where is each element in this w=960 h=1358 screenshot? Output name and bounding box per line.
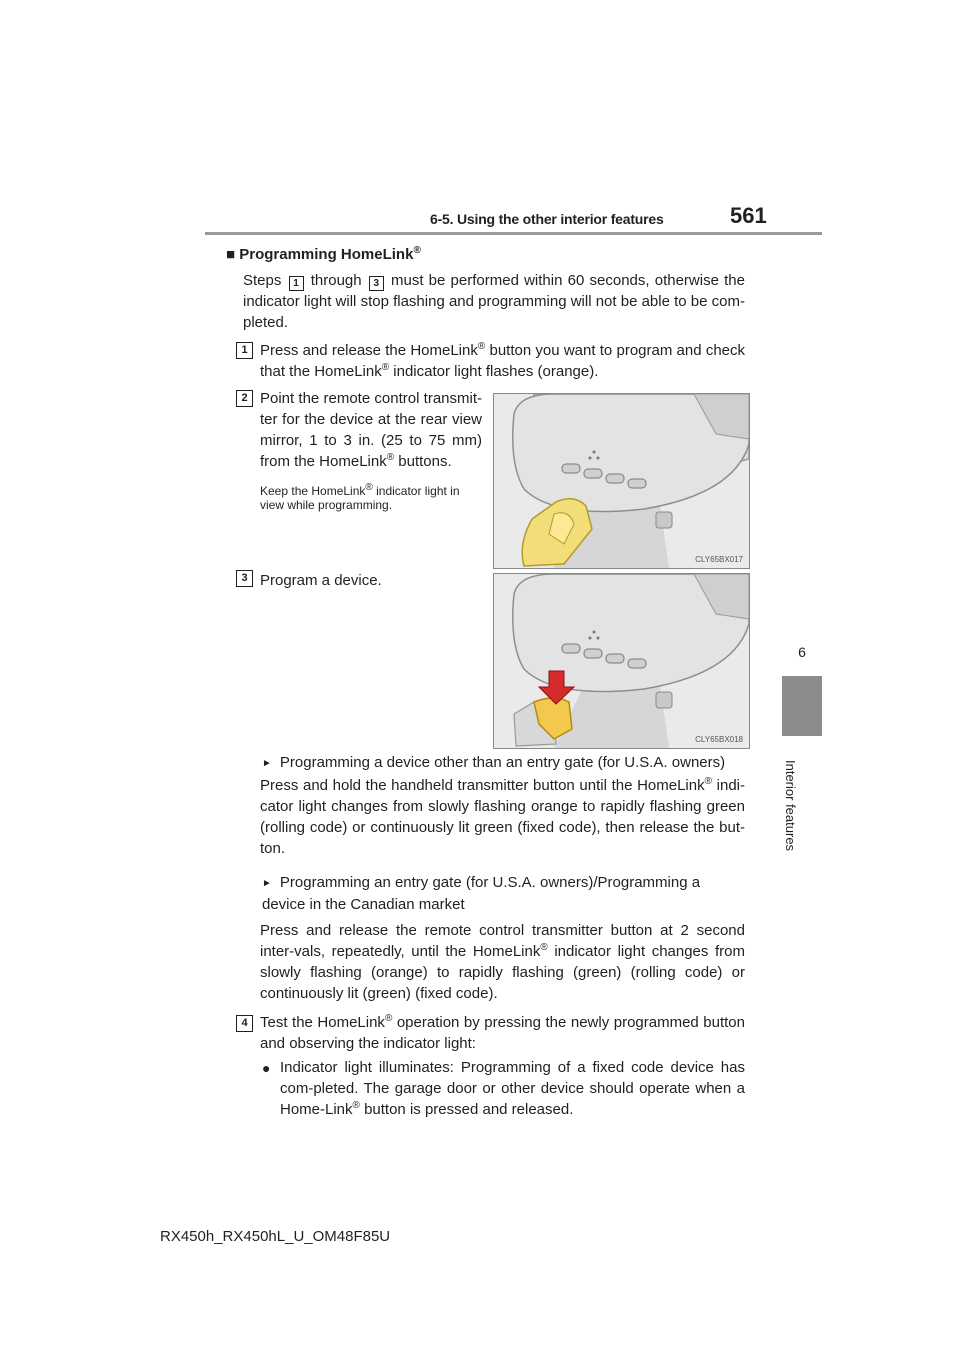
reg-mark: ® <box>413 245 421 256</box>
figure-code: CLY65BX017 <box>695 555 743 564</box>
bullet-dot-icon: ● <box>262 1060 271 1076</box>
step-ref-badge: 1 <box>289 276 304 291</box>
intro-text: Steps <box>243 272 282 289</box>
reg-mark: ® <box>352 1100 360 1111</box>
arrow-icon: ► <box>262 758 272 769</box>
body-part: Press and release the remote control transmitter button at 2 second inter-vals, repeatedly, until the HomeLink <box>260 922 745 960</box>
chapter-number: 6 <box>798 644 806 660</box>
subcase-body <box>260 775 745 859</box>
reg-mark: ® <box>365 482 373 493</box>
step-text-part: button you want to program and check that the HomeLink <box>260 342 745 380</box>
chapter-tab <box>782 676 822 736</box>
step-text-part: indicator light flashes (orange). <box>389 363 599 380</box>
note-part: indicator light in view while programming. <box>260 484 460 512</box>
step-text-part: Test the HomeLink <box>260 1014 385 1031</box>
page-number: 561 <box>730 203 767 228</box>
heading-bullet: ■ <box>226 246 236 263</box>
step-note <box>260 484 482 512</box>
reg-mark: ® <box>540 942 548 953</box>
subcase-title <box>262 872 747 915</box>
reg-mark: ® <box>386 452 395 463</box>
intro-text: must be performed within 60 seconds, otherwise the indicator light will stop flashing and programming will not be able to be com-pleted. <box>243 272 745 331</box>
body-part: indicator light changes from slowly flashing (orange) to rapidly flashing (green) (rolling code) or continuously lit (green) (fixed code). <box>260 943 745 1002</box>
figure-code: CLY65BX018 <box>695 735 743 744</box>
step-text-part: operation by pressing the newly programmed button and observing the indicator light: <box>260 1014 745 1052</box>
step-text: Program a device. <box>260 572 382 589</box>
reg-mark: ® <box>384 1013 393 1024</box>
intro-text: through <box>310 272 362 289</box>
bullet-part: button is pressed and released. <box>359 1101 574 1118</box>
subcase-body <box>260 920 745 1004</box>
section-title: 6-5. Using the other interior features <box>430 211 664 227</box>
step-ref-badge: 3 <box>369 276 384 291</box>
header-rule <box>205 232 822 235</box>
mirror-illustration <box>494 394 749 568</box>
heading-title: Programming HomeLink <box>239 246 414 263</box>
step-badge: 2 <box>236 390 253 407</box>
note-part: Keep the HomeLink <box>260 484 366 498</box>
step-text-part: Press and release the HomeLink <box>260 342 478 359</box>
intro-paragraph <box>243 270 745 333</box>
step-badge: 1 <box>236 342 253 359</box>
reg-mark: ® <box>704 776 712 787</box>
arrow-icon: ► <box>262 878 272 889</box>
step-badge: 3 <box>236 570 253 587</box>
mirror-figure-1 <box>493 393 750 569</box>
reg-mark: ® <box>477 341 486 352</box>
reg-mark: ® <box>381 362 390 373</box>
body-part: indi-cator light changes from slowly flashing orange to rapidly flashing green (rolling code) or continuously lit green (fixed code), then release the but-ton. <box>260 777 745 857</box>
step-text <box>260 1012 745 1054</box>
subcase-title-text: Programming a device other than an entry gate (for U.S.A. owners) <box>279 754 726 771</box>
bullet-part: Indicator light illuminates: Programming of a fixed code device has com-pleted. The garage door or other device should operate when a Home-Link <box>280 1059 745 1118</box>
bullet-text <box>280 1057 745 1120</box>
mirror-figure-2 <box>493 573 750 749</box>
document-code: RX450h_RX450hL_U_OM48F85U <box>160 1228 391 1245</box>
chapter-label: Interior features <box>783 760 798 852</box>
subcase-title <box>262 752 747 774</box>
section-heading <box>226 246 421 263</box>
body-part: Press and hold the handheld transmitter button until the HomeLink <box>260 777 705 794</box>
step-text <box>260 340 745 382</box>
mirror-illustration <box>494 574 749 748</box>
step-text <box>260 388 482 472</box>
step-text-part: buttons. <box>394 453 452 470</box>
step-badge: 4 <box>236 1015 253 1032</box>
step-text-part: Point the remote control transmit-ter for the device at the rear view mirror, 1 to 3 in. (25 to 75 mm) from the HomeLink <box>260 390 482 470</box>
subcase-title-text: Programming an entry gate (for U.S.A. owners)/Programming a device in the Canadian market <box>262 874 701 913</box>
